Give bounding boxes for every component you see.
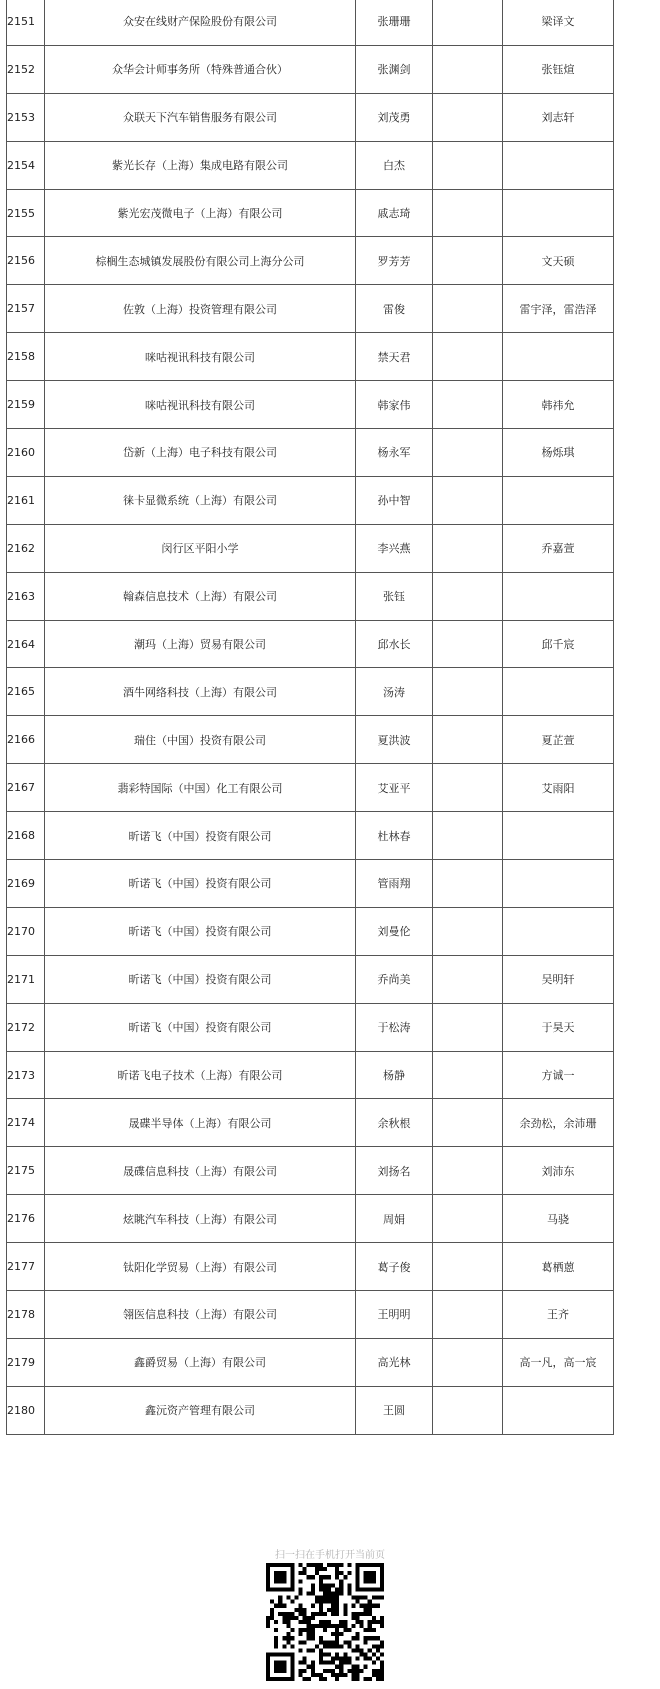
child-names: 王齐: [503, 1291, 614, 1339]
child-names: 韩祎允: [503, 381, 614, 429]
child-names: [503, 860, 614, 908]
organization-name: 众华会计师事务所（特殊普通合伙）: [45, 45, 356, 93]
row-number: 2168: [7, 812, 45, 860]
child-names: 邱千宸: [503, 620, 614, 668]
table-row: [7, 668, 614, 716]
child-names: [503, 333, 614, 381]
organization-name: 翡彩特国际（中国）化工有限公司: [45, 764, 356, 812]
organization-name: 徕卡显微系统（上海）有限公司: [45, 476, 356, 524]
table-row: [7, 1195, 614, 1243]
empty-cell: [433, 812, 503, 860]
qr-caption: 扫一扫在手机打开当前页: [275, 1550, 385, 1561]
person-name: 邱水长: [356, 620, 433, 668]
person-name: 禁天君: [356, 333, 433, 381]
empty-cell: [433, 1003, 503, 1051]
table-row: [7, 0, 614, 45]
organization-name: 昕诺飞（中国）投资有限公司: [45, 907, 356, 955]
person-name: 余秋根: [356, 1099, 433, 1147]
empty-cell: [433, 1243, 503, 1291]
child-names: [503, 141, 614, 189]
person-name: 管雨翔: [356, 860, 433, 908]
person-name: 葛子俊: [356, 1243, 433, 1291]
row-number: 2169: [7, 860, 45, 908]
child-names: 吴明轩: [503, 955, 614, 1003]
table-row: [7, 429, 614, 477]
organization-name: 闵行区平阳小学: [45, 524, 356, 572]
child-names: 乔嘉萱: [503, 524, 614, 572]
empty-cell: [433, 0, 503, 45]
child-names: 雷宇泽，雷浩泽: [503, 285, 614, 333]
organization-name: 昕诺飞（中国）投资有限公司: [45, 860, 356, 908]
person-name: 孙中智: [356, 476, 433, 524]
empty-cell: [433, 716, 503, 764]
table-row: [7, 285, 614, 333]
table-row: [7, 812, 614, 860]
empty-cell: [433, 381, 503, 429]
organization-name: 鑫爵贸易（上海）有限公司: [45, 1338, 356, 1386]
row-number: 2153: [7, 93, 45, 141]
table-row: [7, 381, 614, 429]
person-name: 白杰: [356, 141, 433, 189]
child-names: [503, 668, 614, 716]
organization-name: 晟碟信息科技（上海）有限公司: [45, 1147, 356, 1195]
table-row: [7, 572, 614, 620]
child-names: 刘志轩: [503, 93, 614, 141]
organization-name: 钛阳化学贸易（上海）有限公司: [45, 1243, 356, 1291]
empty-cell: [433, 860, 503, 908]
person-name: 李兴燕: [356, 524, 433, 572]
empty-cell: [433, 1338, 503, 1386]
organization-name: 昕诺飞电子技术（上海）有限公司: [45, 1051, 356, 1099]
row-number: 2165: [7, 668, 45, 716]
empty-cell: [433, 764, 503, 812]
table-row: [7, 524, 614, 572]
registration-table: [6, 0, 614, 1435]
person-name: 王明明: [356, 1291, 433, 1339]
empty-cell: [433, 1099, 503, 1147]
child-names: 于昊天: [503, 1003, 614, 1051]
organization-name: 翎医信息科技（上海）有限公司: [45, 1291, 356, 1339]
empty-cell: [433, 476, 503, 524]
table-body: [7, 0, 614, 1434]
row-number: 2167: [7, 764, 45, 812]
person-name: 汤涛: [356, 668, 433, 716]
row-number: 2154: [7, 141, 45, 189]
person-name: 艾亚平: [356, 764, 433, 812]
person-name: 高光林: [356, 1338, 433, 1386]
child-names: 马骁: [503, 1195, 614, 1243]
empty-cell: [433, 907, 503, 955]
empty-cell: [433, 1195, 503, 1243]
row-number: 2175: [7, 1147, 45, 1195]
row-number: 2174: [7, 1099, 45, 1147]
row-number: 2179: [7, 1338, 45, 1386]
person-name: 张珊珊: [356, 0, 433, 45]
child-names: 杨烁琪: [503, 429, 614, 477]
child-names: [503, 572, 614, 620]
organization-name: 昕诺飞（中国）投资有限公司: [45, 1003, 356, 1051]
empty-cell: [433, 955, 503, 1003]
table-row: [7, 764, 614, 812]
row-number: 2152: [7, 45, 45, 93]
row-number: 2155: [7, 189, 45, 237]
person-name: 张渊剑: [356, 45, 433, 93]
row-number: 2170: [7, 907, 45, 955]
person-name: 杨静: [356, 1051, 433, 1099]
table-row: [7, 620, 614, 668]
organization-name: 炫眺汽车科技（上海）有限公司: [45, 1195, 356, 1243]
row-number: 2157: [7, 285, 45, 333]
row-number: 2171: [7, 955, 45, 1003]
row-number: 2160: [7, 429, 45, 477]
organization-name: 咪咕视讯科技有限公司: [45, 333, 356, 381]
row-number: 2177: [7, 1243, 45, 1291]
person-name: 王圆: [356, 1386, 433, 1434]
table-row: [7, 716, 614, 764]
empty-cell: [433, 45, 503, 93]
child-names: 葛栖蒽: [503, 1243, 614, 1291]
organization-name: 昕诺飞（中国）投资有限公司: [45, 812, 356, 860]
table-row: [7, 1386, 614, 1434]
person-name: 刘曼伦: [356, 907, 433, 955]
empty-cell: [433, 1147, 503, 1195]
empty-cell: [433, 1051, 503, 1099]
table-row: [7, 1099, 614, 1147]
organization-name: 晟碟半导体（上海）有限公司: [45, 1099, 356, 1147]
table-row: [7, 955, 614, 1003]
row-number: 2172: [7, 1003, 45, 1051]
empty-cell: [433, 668, 503, 716]
organization-name: 瑞住（中国）投资有限公司: [45, 716, 356, 764]
row-number: 2158: [7, 333, 45, 381]
table-row: [7, 45, 614, 93]
row-number: 2166: [7, 716, 45, 764]
person-name: 刘扬名: [356, 1147, 433, 1195]
organization-name: 岱新（上海）电子科技有限公司: [45, 429, 356, 477]
child-names: [503, 476, 614, 524]
row-number: 2180: [7, 1386, 45, 1434]
table-row: [7, 1291, 614, 1339]
empty-cell: [433, 93, 503, 141]
organization-name: 紫光宏茂微电子（上海）有限公司: [45, 189, 356, 237]
table-row: [7, 860, 614, 908]
organization-name: 翰森信息技术（上海）有限公司: [45, 572, 356, 620]
table-row: [7, 189, 614, 237]
organization-name: 佐敦（上海）投资管理有限公司: [45, 285, 356, 333]
row-number: 2159: [7, 381, 45, 429]
row-number: 2176: [7, 1195, 45, 1243]
row-number: 2173: [7, 1051, 45, 1099]
empty-cell: [433, 572, 503, 620]
organization-name: 咪咕视讯科技有限公司: [45, 381, 356, 429]
child-names: 刘沛东: [503, 1147, 614, 1195]
empty-cell: [433, 524, 503, 572]
row-number: 2151: [7, 0, 45, 45]
person-name: 于松涛: [356, 1003, 433, 1051]
person-name: 雷俊: [356, 285, 433, 333]
child-names: [503, 1386, 614, 1434]
organization-name: 紫光长存（上海）集成电路有限公司: [45, 141, 356, 189]
child-names: 方诚一: [503, 1051, 614, 1099]
person-name: 杨永军: [356, 429, 433, 477]
organization-name: 酒牛网络科技（上海）有限公司: [45, 668, 356, 716]
child-names: 梁译文: [503, 0, 614, 45]
table-row: [7, 907, 614, 955]
table-row: [7, 1147, 614, 1195]
organization-name: 众联天下汽车销售服务有限公司: [45, 93, 356, 141]
table-row: [7, 476, 614, 524]
child-names: [503, 907, 614, 955]
row-number: 2163: [7, 572, 45, 620]
person-name: 乔尚美: [356, 955, 433, 1003]
qr-code-icon[interactable]: [266, 1563, 384, 1681]
empty-cell: [433, 285, 503, 333]
empty-cell: [433, 1291, 503, 1339]
table-row: [7, 1003, 614, 1051]
table-row: [7, 93, 614, 141]
empty-cell: [433, 141, 503, 189]
organization-name: 潮玛（上海）贸易有限公司: [45, 620, 356, 668]
organization-name: 众安在线财产保险股份有限公司: [45, 0, 356, 45]
table-row: [7, 237, 614, 285]
person-name: 刘茂勇: [356, 93, 433, 141]
person-name: 张钰: [356, 572, 433, 620]
child-names: [503, 812, 614, 860]
person-name: 韩家伟: [356, 381, 433, 429]
row-number: 2162: [7, 524, 45, 572]
row-number: 2164: [7, 620, 45, 668]
child-names: 夏芷萱: [503, 716, 614, 764]
person-name: 周娟: [356, 1195, 433, 1243]
child-names: 艾雨阳: [503, 764, 614, 812]
organization-name: 棕榈生态城镇发展股份有限公司上海分公司: [45, 237, 356, 285]
child-names: 高一凡，高一宸: [503, 1338, 614, 1386]
row-number: 2156: [7, 237, 45, 285]
table-row: [7, 1051, 614, 1099]
table-row: [7, 333, 614, 381]
person-name: 罗芳芳: [356, 237, 433, 285]
empty-cell: [433, 620, 503, 668]
child-names: [503, 189, 614, 237]
empty-cell: [433, 1386, 503, 1434]
empty-cell: [433, 189, 503, 237]
empty-cell: [433, 429, 503, 477]
table-row: [7, 1243, 614, 1291]
organization-name: 鑫沅资产管理有限公司: [45, 1386, 356, 1434]
person-name: 戚志琦: [356, 189, 433, 237]
empty-cell: [433, 237, 503, 285]
row-number: 2178: [7, 1291, 45, 1339]
child-names: 文天硕: [503, 237, 614, 285]
child-names: 余劲松，余沛珊: [503, 1099, 614, 1147]
row-number: 2161: [7, 476, 45, 524]
table-row: [7, 1338, 614, 1386]
organization-name: 昕诺飞（中国）投资有限公司: [45, 955, 356, 1003]
person-name: 杜林春: [356, 812, 433, 860]
person-name: 夏洪波: [356, 716, 433, 764]
empty-cell: [433, 333, 503, 381]
table-row: [7, 141, 614, 189]
child-names: 张钰煊: [503, 45, 614, 93]
